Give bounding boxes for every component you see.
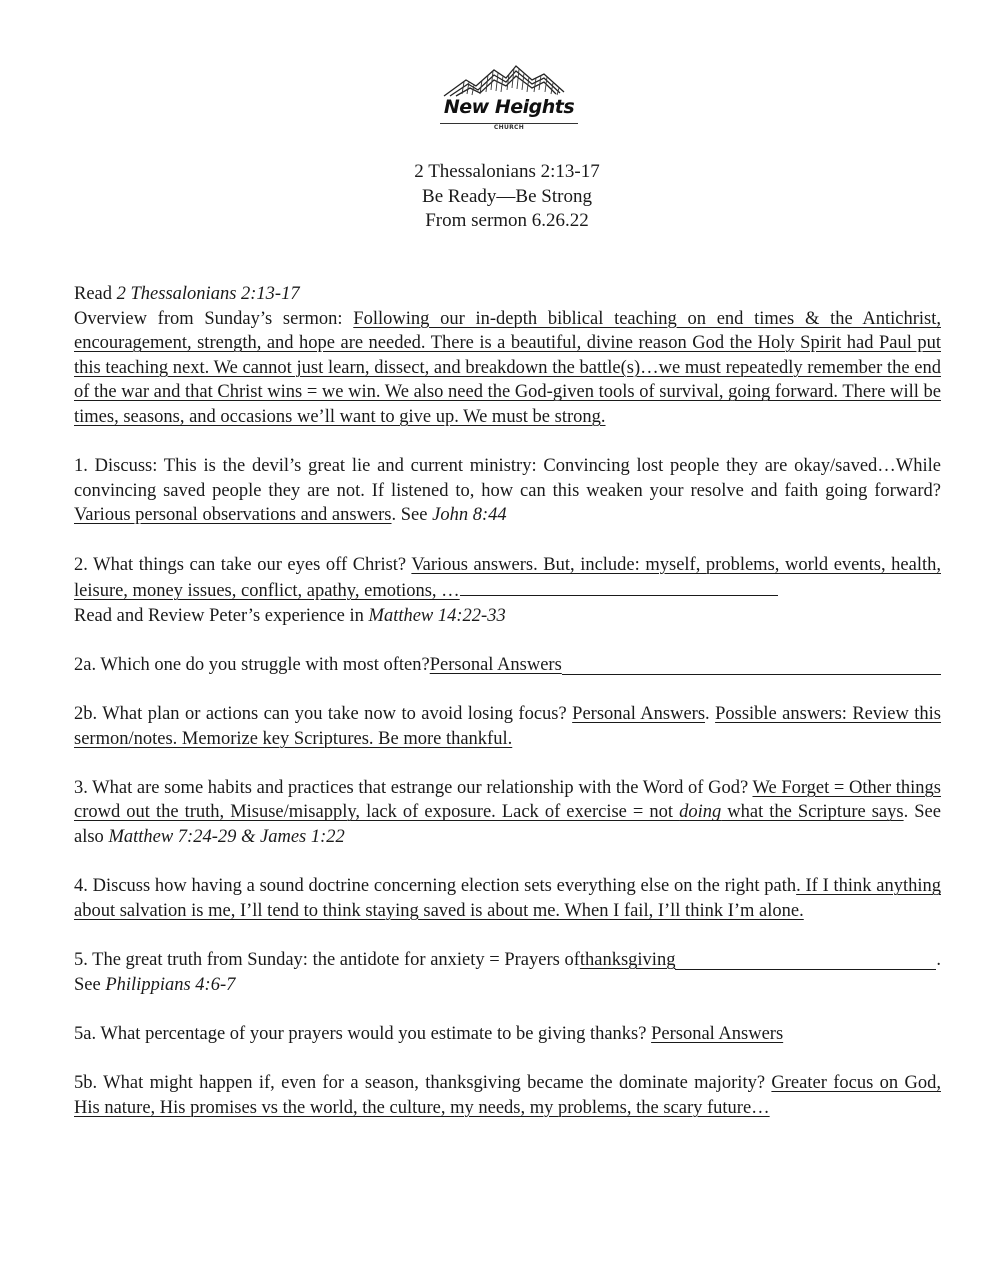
question-5-answer: thanksgiving [579,950,676,971]
question-4 [74,874,941,923]
study-header [300,160,714,234]
question-3-answer-emphasis: doing [679,802,722,823]
question-5a-answer: Personal Answers [651,1023,784,1044]
question-1-text: 1. Discuss: This is the devil’s great lie and current ministry: Convincing lost people they are okay/saved…While convincing saved people they are not. If listened to, how can this weaken your resolve and faith going forward? [74,456,941,501]
question-2-review [74,604,941,629]
sermon-title: Be Ready—Be Strong [422,185,592,207]
read-line [74,282,941,307]
question-5b-answer: Greater focus on God, His nature, His promises vs the world, the culture, my needs, my problems, the scary future… [74,1073,941,1118]
question-3 [74,776,941,850]
question-2b [74,702,941,751]
church-logo [436,62,582,138]
sermon-date: From sermon 6.26.22 [425,210,589,231]
question-2a-text: 2a. Which one do you struggle with most often? [74,654,430,675]
overview-label: Overview from Sunday’s sermon: [74,308,354,329]
question-4-text: 4. Discuss how having a sound doctrine concerning election sets everything else on the right path [74,876,797,897]
question-2b-separator: . [705,704,716,725]
question-5-see [74,973,941,998]
question-2 [74,553,941,604]
question-2-review-reference: Matthew 14:22-33 [368,605,506,626]
overview-paragraph [74,307,941,430]
overview-answer: Following our in-depth biblical teaching on end times & the Antichrist, encouragement, strength, and hope are needed. There is a beautiful, divine reason God the Holy Spirit had Paul put this teaching next. We cannot just learn, dissect, and breakdown the battle(s)…we must repeatedly remember the end of the war and that Christ wins = we win. We also need the God-given tools of survival, going forward. There will be times, seasons, and occasions we’ll want to give up. We must be strong. [74,308,941,427]
question-3-answer-a: We Forget = Other things crowd out the truth, Misuse/misapply, lack of exposure. Lack of exercise = not [74,777,941,823]
question-2b-answer-1: Personal Answers [572,704,706,725]
question-2-review-text: Read and Review Peter’s experience in [74,605,369,626]
answer-fill-line [675,968,936,970]
read-reference: 2 Thessalonians 2:13-17 [116,284,300,304]
question-3-tail: . See also [74,802,941,848]
question-2a [74,653,941,678]
question-1-reference: John 8:44 [432,505,507,526]
study-content [74,282,941,1120]
question-1 [74,454,941,528]
answer-fill-line [562,673,941,675]
question-5-text: 5. The great truth from Sunday: the antidote for anxiety = Prayers of [74,950,580,971]
question-2-answer: Various answers. But, include: myself, problems, world events, health, leisure, money issues, conflict, apathy, emotions, … [74,554,941,602]
question-5-see-label: See [74,974,106,995]
question-1-tail: . See [391,505,433,526]
question-2a-answer: Personal Answers [429,654,562,675]
question-2-text: 2. What things can take our eyes off Christ? [74,554,412,575]
question-5b-text: 5b. What might happen if, even for a season, thanksgiving became the dominate majority? [74,1073,772,1093]
question-5 [74,948,941,973]
question-3-answer-b: what the Scripture says [721,802,904,823]
question-2b-text: 2b. What plan or actions can you take now to avoid losing focus? [74,704,573,725]
question-5b [74,1071,941,1120]
question-3-text: 3. What are some habits and practices that estrange our relationship with the Word of God? [74,777,753,798]
question-1-answer: Various personal observations and answers [74,505,392,526]
question-4-answer: . If I think anything about salvation is me, I’ll tend to think staying saved is about me. When I fail, I’ll think I’m alone. [74,876,941,921]
question-3-reference: Matthew 7:24-29 & James 1:22 [108,827,345,848]
scripture-title: 2 Thessalonians 2:13-17 [414,161,600,182]
question-5a [74,1022,941,1047]
question-5a-text: 5a. What percentage of your prayers would you estimate to be giving thanks? [74,1023,652,1044]
answer-fill-line [460,577,778,596]
logo-subtitle: CHURCH [493,124,525,131]
logo-name: New Heights [443,96,575,118]
question-2b-answer-2: Possible answers: Review this sermon/notes. Memorize key Scriptures. Be more thankful. [74,704,942,749]
question-5-reference: Philippians 4:6-7 [105,974,236,995]
read-label: Read [74,284,117,304]
question-5-end: . [936,950,941,971]
